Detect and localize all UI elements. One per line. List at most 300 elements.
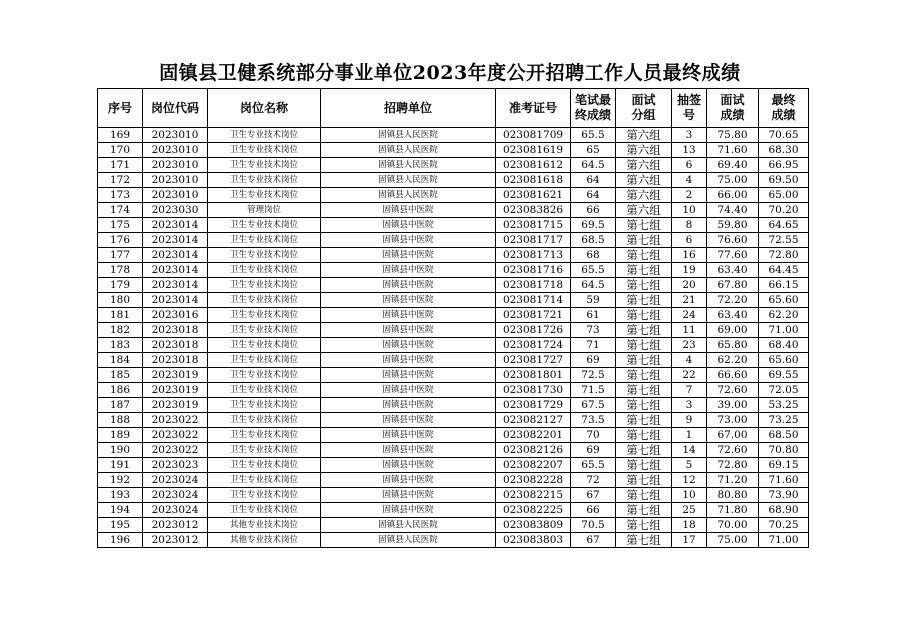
cell-seq: 180 bbox=[98, 293, 143, 308]
cell-ticket: 023083803 bbox=[496, 533, 571, 548]
cell-interview-group: 第七组 bbox=[616, 278, 672, 293]
cell-unit: 固镇县人民医院 bbox=[321, 518, 496, 533]
cell-seq: 175 bbox=[98, 218, 143, 233]
cell-code: 2023010 bbox=[143, 173, 208, 188]
cell-final-score: 65.60 bbox=[759, 353, 809, 368]
cell-position: 卫生专业技术岗位 bbox=[208, 128, 321, 143]
cell-final-score: 62.20 bbox=[759, 308, 809, 323]
cell-seq: 171 bbox=[98, 158, 143, 173]
cell-unit: 固镇县人民医院 bbox=[321, 158, 496, 173]
cell-draw-number: 6 bbox=[672, 158, 707, 173]
cell-seq: 192 bbox=[98, 473, 143, 488]
cell-unit: 固镇县中医院 bbox=[321, 443, 496, 458]
table-body bbox=[98, 128, 809, 548]
cell-final-score: 68.50 bbox=[759, 428, 809, 443]
cell-ticket: 023081718 bbox=[496, 278, 571, 293]
cell-position: 卫生专业技术岗位 bbox=[208, 278, 321, 293]
cell-written-score: 73 bbox=[571, 323, 616, 338]
table-row bbox=[98, 173, 809, 188]
cell-interview-score: 80.80 bbox=[707, 488, 759, 503]
cell-draw-number: 11 bbox=[672, 323, 707, 338]
cell-final-score: 69.55 bbox=[759, 368, 809, 383]
table-header bbox=[98, 89, 809, 128]
cell-interview-group: 第七组 bbox=[616, 443, 672, 458]
cell-written-score: 66 bbox=[571, 503, 616, 518]
cell-interview-score: 63.40 bbox=[707, 263, 759, 278]
cell-position: 其他专业技术岗位 bbox=[208, 533, 321, 548]
cell-interview-score: 77.60 bbox=[707, 248, 759, 263]
cell-final-score: 70.25 bbox=[759, 518, 809, 533]
cell-written-score: 59 bbox=[571, 293, 616, 308]
cell-interview-score: 62.20 bbox=[707, 353, 759, 368]
cell-interview-group: 第七组 bbox=[616, 413, 672, 428]
cell-interview-group: 第七组 bbox=[616, 308, 672, 323]
cell-ticket: 023081716 bbox=[496, 263, 571, 278]
cell-seq: 172 bbox=[98, 173, 143, 188]
cell-interview-group: 第七组 bbox=[616, 473, 672, 488]
cell-final-score: 66.15 bbox=[759, 278, 809, 293]
cell-written-score: 71 bbox=[571, 338, 616, 353]
cell-seq: 193 bbox=[98, 488, 143, 503]
cell-interview-score: 71.60 bbox=[707, 143, 759, 158]
cell-interview-group: 第七组 bbox=[616, 503, 672, 518]
table-row bbox=[98, 248, 809, 263]
cell-position: 管理岗位 bbox=[208, 203, 321, 218]
cell-interview-score: 75.00 bbox=[707, 173, 759, 188]
cell-code: 2023010 bbox=[143, 158, 208, 173]
cell-seq: 191 bbox=[98, 458, 143, 473]
table-row bbox=[98, 443, 809, 458]
cell-code: 2023024 bbox=[143, 488, 208, 503]
cell-draw-number: 3 bbox=[672, 128, 707, 143]
cell-position: 卫生专业技术岗位 bbox=[208, 353, 321, 368]
cell-seq: 194 bbox=[98, 503, 143, 518]
cell-interview-group: 第六组 bbox=[616, 203, 672, 218]
cell-interview-score: 63.40 bbox=[707, 308, 759, 323]
cell-code: 2023014 bbox=[143, 293, 208, 308]
cell-final-score: 64.45 bbox=[759, 263, 809, 278]
cell-seq: 190 bbox=[98, 443, 143, 458]
header-unit: 招聘单位 bbox=[321, 89, 496, 128]
header-written-score: 笔试最 终成绩 bbox=[571, 89, 616, 128]
cell-draw-number: 19 bbox=[672, 263, 707, 278]
cell-ticket: 023083826 bbox=[496, 203, 571, 218]
cell-ticket: 023082207 bbox=[496, 458, 571, 473]
header-ticket: 准考证号 bbox=[496, 89, 571, 128]
cell-unit: 固镇县中医院 bbox=[321, 293, 496, 308]
cell-position: 卫生专业技术岗位 bbox=[208, 218, 321, 233]
table-row bbox=[98, 533, 809, 548]
cell-draw-number: 25 bbox=[672, 503, 707, 518]
table-row bbox=[98, 398, 809, 413]
cell-ticket: 023081619 bbox=[496, 143, 571, 158]
cell-final-score: 73.25 bbox=[759, 413, 809, 428]
cell-draw-number: 23 bbox=[672, 338, 707, 353]
cell-interview-group: 第六组 bbox=[616, 128, 672, 143]
cell-position: 卫生专业技术岗位 bbox=[208, 143, 321, 158]
cell-final-score: 72.05 bbox=[759, 383, 809, 398]
cell-draw-number: 4 bbox=[672, 173, 707, 188]
cell-written-score: 72 bbox=[571, 473, 616, 488]
cell-written-score: 69 bbox=[571, 353, 616, 368]
table-row bbox=[98, 368, 809, 383]
cell-draw-number: 6 bbox=[672, 233, 707, 248]
cell-written-score: 65 bbox=[571, 143, 616, 158]
table-row bbox=[98, 308, 809, 323]
table-row bbox=[98, 338, 809, 353]
cell-seq: 170 bbox=[98, 143, 143, 158]
cell-written-score: 69.5 bbox=[571, 218, 616, 233]
cell-code: 2023022 bbox=[143, 443, 208, 458]
cell-draw-number: 16 bbox=[672, 248, 707, 263]
cell-ticket: 023081717 bbox=[496, 233, 571, 248]
cell-code: 2023014 bbox=[143, 263, 208, 278]
header-interview-score: 面试 成绩 bbox=[707, 89, 759, 128]
cell-seq: 196 bbox=[98, 533, 143, 548]
cell-final-score: 71.00 bbox=[759, 323, 809, 338]
cell-ticket: 023083809 bbox=[496, 518, 571, 533]
cell-interview-group: 第七组 bbox=[616, 293, 672, 308]
cell-written-score: 64 bbox=[571, 173, 616, 188]
cell-final-score: 53.25 bbox=[759, 398, 809, 413]
cell-position: 卫生专业技术岗位 bbox=[208, 458, 321, 473]
cell-interview-score: 72.20 bbox=[707, 293, 759, 308]
cell-code: 2023018 bbox=[143, 353, 208, 368]
cell-seq: 183 bbox=[98, 338, 143, 353]
cell-unit: 固镇县中医院 bbox=[321, 248, 496, 263]
cell-final-score: 70.20 bbox=[759, 203, 809, 218]
cell-interview-score: 70.00 bbox=[707, 518, 759, 533]
cell-interview-group: 第七组 bbox=[616, 323, 672, 338]
cell-final-score: 66.95 bbox=[759, 158, 809, 173]
cell-code: 2023019 bbox=[143, 368, 208, 383]
cell-unit: 固镇县人民医院 bbox=[321, 188, 496, 203]
cell-unit: 固镇县中医院 bbox=[321, 323, 496, 338]
cell-written-score: 67.5 bbox=[571, 398, 616, 413]
table-row bbox=[98, 233, 809, 248]
header-position: 岗位名称 bbox=[208, 89, 321, 128]
cell-code: 2023014 bbox=[143, 248, 208, 263]
cell-position: 卫生专业技术岗位 bbox=[208, 263, 321, 278]
header-interview-group: 面试 分组 bbox=[616, 89, 672, 128]
cell-final-score: 72.80 bbox=[759, 248, 809, 263]
cell-position: 卫生专业技术岗位 bbox=[208, 158, 321, 173]
cell-interview-score: 67.00 bbox=[707, 428, 759, 443]
cell-final-score: 69.15 bbox=[759, 458, 809, 473]
cell-code: 2023014 bbox=[143, 278, 208, 293]
cell-code: 2023018 bbox=[143, 323, 208, 338]
cell-interview-group: 第七组 bbox=[616, 428, 672, 443]
cell-interview-score: 76.60 bbox=[707, 233, 759, 248]
cell-written-score: 65.5 bbox=[571, 128, 616, 143]
cell-draw-number: 13 bbox=[672, 143, 707, 158]
cell-draw-number: 10 bbox=[672, 488, 707, 503]
cell-interview-score: 66.00 bbox=[707, 188, 759, 203]
table-row bbox=[98, 503, 809, 518]
table-row bbox=[98, 203, 809, 218]
table-row bbox=[98, 158, 809, 173]
cell-final-score: 70.80 bbox=[759, 443, 809, 458]
cell-unit: 固镇县中医院 bbox=[321, 473, 496, 488]
cell-interview-score: 73.00 bbox=[707, 413, 759, 428]
cell-written-score: 71.5 bbox=[571, 383, 616, 398]
cell-draw-number: 7 bbox=[672, 383, 707, 398]
cell-interview-score: 72.80 bbox=[707, 458, 759, 473]
cell-unit: 固镇县中医院 bbox=[321, 218, 496, 233]
cell-ticket: 023081715 bbox=[496, 218, 571, 233]
cell-unit: 固镇县中医院 bbox=[321, 413, 496, 428]
cell-unit: 固镇县人民医院 bbox=[321, 173, 496, 188]
table-row bbox=[98, 353, 809, 368]
cell-interview-group: 第六组 bbox=[616, 173, 672, 188]
cell-seq: 189 bbox=[98, 428, 143, 443]
table-row bbox=[98, 188, 809, 203]
table-row bbox=[98, 488, 809, 503]
cell-unit: 固镇县人民医院 bbox=[321, 143, 496, 158]
cell-interview-score: 66.60 bbox=[707, 368, 759, 383]
cell-code: 2023022 bbox=[143, 428, 208, 443]
cell-code: 2023024 bbox=[143, 503, 208, 518]
cell-written-score: 61 bbox=[571, 308, 616, 323]
cell-interview-score: 39.00 bbox=[707, 398, 759, 413]
cell-interview-group: 第六组 bbox=[616, 143, 672, 158]
cell-written-score: 64 bbox=[571, 188, 616, 203]
cell-position: 其他专业技术岗位 bbox=[208, 518, 321, 533]
cell-code: 2023019 bbox=[143, 383, 208, 398]
cell-position: 卫生专业技术岗位 bbox=[208, 338, 321, 353]
cell-draw-number: 10 bbox=[672, 203, 707, 218]
cell-final-score: 73.90 bbox=[759, 488, 809, 503]
cell-interview-group: 第七组 bbox=[616, 488, 672, 503]
cell-draw-number: 17 bbox=[672, 533, 707, 548]
cell-final-score: 69.50 bbox=[759, 173, 809, 188]
cell-unit: 固镇县中医院 bbox=[321, 203, 496, 218]
cell-draw-number: 2 bbox=[672, 188, 707, 203]
cell-position: 卫生专业技术岗位 bbox=[208, 428, 321, 443]
cell-code: 2023014 bbox=[143, 233, 208, 248]
cell-unit: 固镇县中医院 bbox=[321, 458, 496, 473]
cell-position: 卫生专业技术岗位 bbox=[208, 323, 321, 338]
cell-ticket: 023081721 bbox=[496, 308, 571, 323]
cell-seq: 185 bbox=[98, 368, 143, 383]
cell-seq: 177 bbox=[98, 248, 143, 263]
cell-code: 2023023 bbox=[143, 458, 208, 473]
cell-ticket: 023081618 bbox=[496, 173, 571, 188]
cell-final-score: 68.30 bbox=[759, 143, 809, 158]
cell-unit: 固镇县人民医院 bbox=[321, 533, 496, 548]
cell-written-score: 68.5 bbox=[571, 233, 616, 248]
cell-written-score: 64.5 bbox=[571, 278, 616, 293]
cell-final-score: 68.40 bbox=[759, 338, 809, 353]
cell-ticket: 023081729 bbox=[496, 398, 571, 413]
header-final-score: 最终 成绩 bbox=[759, 89, 809, 128]
cell-unit: 固镇县中医院 bbox=[321, 278, 496, 293]
cell-ticket: 023082127 bbox=[496, 413, 571, 428]
cell-final-score: 72.55 bbox=[759, 233, 809, 248]
cell-position: 卫生专业技术岗位 bbox=[208, 293, 321, 308]
cell-seq: 187 bbox=[98, 398, 143, 413]
cell-interview-group: 第七组 bbox=[616, 233, 672, 248]
table-row bbox=[98, 218, 809, 233]
cell-draw-number: 9 bbox=[672, 413, 707, 428]
cell-seq: 173 bbox=[98, 188, 143, 203]
table-row bbox=[98, 263, 809, 278]
cell-interview-group: 第七组 bbox=[616, 383, 672, 398]
cell-code: 2023030 bbox=[143, 203, 208, 218]
cell-interview-group: 第七组 bbox=[616, 398, 672, 413]
cell-code: 2023022 bbox=[143, 413, 208, 428]
cell-interview-group: 第七组 bbox=[616, 263, 672, 278]
cell-written-score: 67 bbox=[571, 488, 616, 503]
cell-interview-group: 第七组 bbox=[616, 248, 672, 263]
cell-code: 2023019 bbox=[143, 398, 208, 413]
cell-draw-number: 24 bbox=[672, 308, 707, 323]
cell-draw-number: 3 bbox=[672, 398, 707, 413]
cell-ticket: 023081730 bbox=[496, 383, 571, 398]
cell-written-score: 69 bbox=[571, 443, 616, 458]
cell-draw-number: 21 bbox=[672, 293, 707, 308]
cell-ticket: 023081709 bbox=[496, 128, 571, 143]
cell-position: 卫生专业技术岗位 bbox=[208, 398, 321, 413]
cell-interview-group: 第七组 bbox=[616, 338, 672, 353]
cell-ticket: 023082201 bbox=[496, 428, 571, 443]
cell-code: 2023018 bbox=[143, 338, 208, 353]
cell-seq: 174 bbox=[98, 203, 143, 218]
cell-interview-score: 75.80 bbox=[707, 128, 759, 143]
cell-written-score: 73.5 bbox=[571, 413, 616, 428]
cell-position: 卫生专业技术岗位 bbox=[208, 173, 321, 188]
cell-draw-number: 18 bbox=[672, 518, 707, 533]
cell-final-score: 71.60 bbox=[759, 473, 809, 488]
cell-interview-score: 71.20 bbox=[707, 473, 759, 488]
cell-ticket: 023081727 bbox=[496, 353, 571, 368]
cell-ticket: 023081621 bbox=[496, 188, 571, 203]
cell-code: 2023012 bbox=[143, 518, 208, 533]
cell-interview-score: 72.60 bbox=[707, 443, 759, 458]
cell-written-score: 70 bbox=[571, 428, 616, 443]
cell-seq: 178 bbox=[98, 263, 143, 278]
cell-ticket: 023082228 bbox=[496, 473, 571, 488]
header-code: 岗位代码 bbox=[143, 89, 208, 128]
table-row bbox=[98, 383, 809, 398]
cell-draw-number: 14 bbox=[672, 443, 707, 458]
table-row bbox=[98, 143, 809, 158]
cell-ticket: 023081714 bbox=[496, 293, 571, 308]
cell-unit: 固镇县中医院 bbox=[321, 398, 496, 413]
cell-ticket: 023082126 bbox=[496, 443, 571, 458]
table-row bbox=[98, 518, 809, 533]
cell-unit: 固镇县中医院 bbox=[321, 383, 496, 398]
cell-code: 2023012 bbox=[143, 533, 208, 548]
cell-code: 2023010 bbox=[143, 128, 208, 143]
cell-code: 2023010 bbox=[143, 143, 208, 158]
table-row bbox=[98, 278, 809, 293]
cell-interview-group: 第七组 bbox=[616, 518, 672, 533]
cell-ticket: 023081726 bbox=[496, 323, 571, 338]
cell-seq: 182 bbox=[98, 323, 143, 338]
cell-seq: 186 bbox=[98, 383, 143, 398]
cell-unit: 固镇县中医院 bbox=[321, 503, 496, 518]
results-table bbox=[97, 88, 809, 548]
cell-final-score: 65.60 bbox=[759, 293, 809, 308]
table-row bbox=[98, 128, 809, 143]
cell-draw-number: 8 bbox=[672, 218, 707, 233]
cell-unit: 固镇县中医院 bbox=[321, 338, 496, 353]
cell-written-score: 66 bbox=[571, 203, 616, 218]
cell-interview-group: 第七组 bbox=[616, 218, 672, 233]
cell-code: 2023014 bbox=[143, 218, 208, 233]
cell-code: 2023024 bbox=[143, 473, 208, 488]
cell-interview-group: 第六组 bbox=[616, 158, 672, 173]
cell-unit: 固镇县中医院 bbox=[321, 308, 496, 323]
cell-written-score: 68 bbox=[571, 248, 616, 263]
header-seq: 序号 bbox=[98, 89, 143, 128]
cell-position: 卫生专业技术岗位 bbox=[208, 443, 321, 458]
cell-interview-score: 59.80 bbox=[707, 218, 759, 233]
cell-ticket: 023081724 bbox=[496, 338, 571, 353]
cell-ticket: 023081612 bbox=[496, 158, 571, 173]
cell-final-score: 68.90 bbox=[759, 503, 809, 518]
cell-position: 卫生专业技术岗位 bbox=[208, 473, 321, 488]
cell-position: 卫生专业技术岗位 bbox=[208, 308, 321, 323]
cell-unit: 固镇县中医院 bbox=[321, 233, 496, 248]
cell-position: 卫生专业技术岗位 bbox=[208, 188, 321, 203]
cell-interview-group: 第七组 bbox=[616, 458, 672, 473]
cell-interview-score: 69.00 bbox=[707, 323, 759, 338]
cell-written-score: 64.5 bbox=[571, 158, 616, 173]
cell-unit: 固镇县中医院 bbox=[321, 368, 496, 383]
table-row bbox=[98, 473, 809, 488]
cell-interview-score: 69.40 bbox=[707, 158, 759, 173]
cell-seq: 179 bbox=[98, 278, 143, 293]
cell-position: 卫生专业技术岗位 bbox=[208, 368, 321, 383]
cell-written-score: 67 bbox=[571, 533, 616, 548]
cell-interview-score: 67.80 bbox=[707, 278, 759, 293]
cell-interview-group: 第七组 bbox=[616, 368, 672, 383]
cell-draw-number: 20 bbox=[672, 278, 707, 293]
cell-final-score: 70.65 bbox=[759, 128, 809, 143]
cell-draw-number: 4 bbox=[672, 353, 707, 368]
cell-position: 卫生专业技术岗位 bbox=[208, 233, 321, 248]
cell-interview-score: 74.40 bbox=[707, 203, 759, 218]
cell-unit: 固镇县中医院 bbox=[321, 428, 496, 443]
cell-unit: 固镇县中医院 bbox=[321, 353, 496, 368]
table-row bbox=[98, 413, 809, 428]
cell-seq: 169 bbox=[98, 128, 143, 143]
cell-position: 卫生专业技术岗位 bbox=[208, 248, 321, 263]
cell-ticket: 023081801 bbox=[496, 368, 571, 383]
cell-final-score: 71.00 bbox=[759, 533, 809, 548]
cell-written-score: 65.5 bbox=[571, 458, 616, 473]
cell-draw-number: 12 bbox=[672, 473, 707, 488]
header-draw-number: 抽签 号 bbox=[672, 89, 707, 128]
cell-interview-group: 第七组 bbox=[616, 353, 672, 368]
cell-unit: 固镇县人民医院 bbox=[321, 128, 496, 143]
page-title: 固镇县卫健系统部分事业单位2023年度公开招聘工作人员最终成绩 bbox=[159, 62, 741, 84]
table-row bbox=[98, 293, 809, 308]
cell-seq: 176 bbox=[98, 233, 143, 248]
cell-draw-number: 1 bbox=[672, 428, 707, 443]
cell-interview-score: 72.60 bbox=[707, 383, 759, 398]
cell-written-score: 70.5 bbox=[571, 518, 616, 533]
cell-written-score: 72.5 bbox=[571, 368, 616, 383]
cell-interview-score: 65.80 bbox=[707, 338, 759, 353]
cell-seq: 181 bbox=[98, 308, 143, 323]
cell-final-score: 65.00 bbox=[759, 188, 809, 203]
cell-ticket: 023082215 bbox=[496, 488, 571, 503]
cell-position: 卫生专业技术岗位 bbox=[208, 503, 321, 518]
cell-interview-group: 第六组 bbox=[616, 188, 672, 203]
